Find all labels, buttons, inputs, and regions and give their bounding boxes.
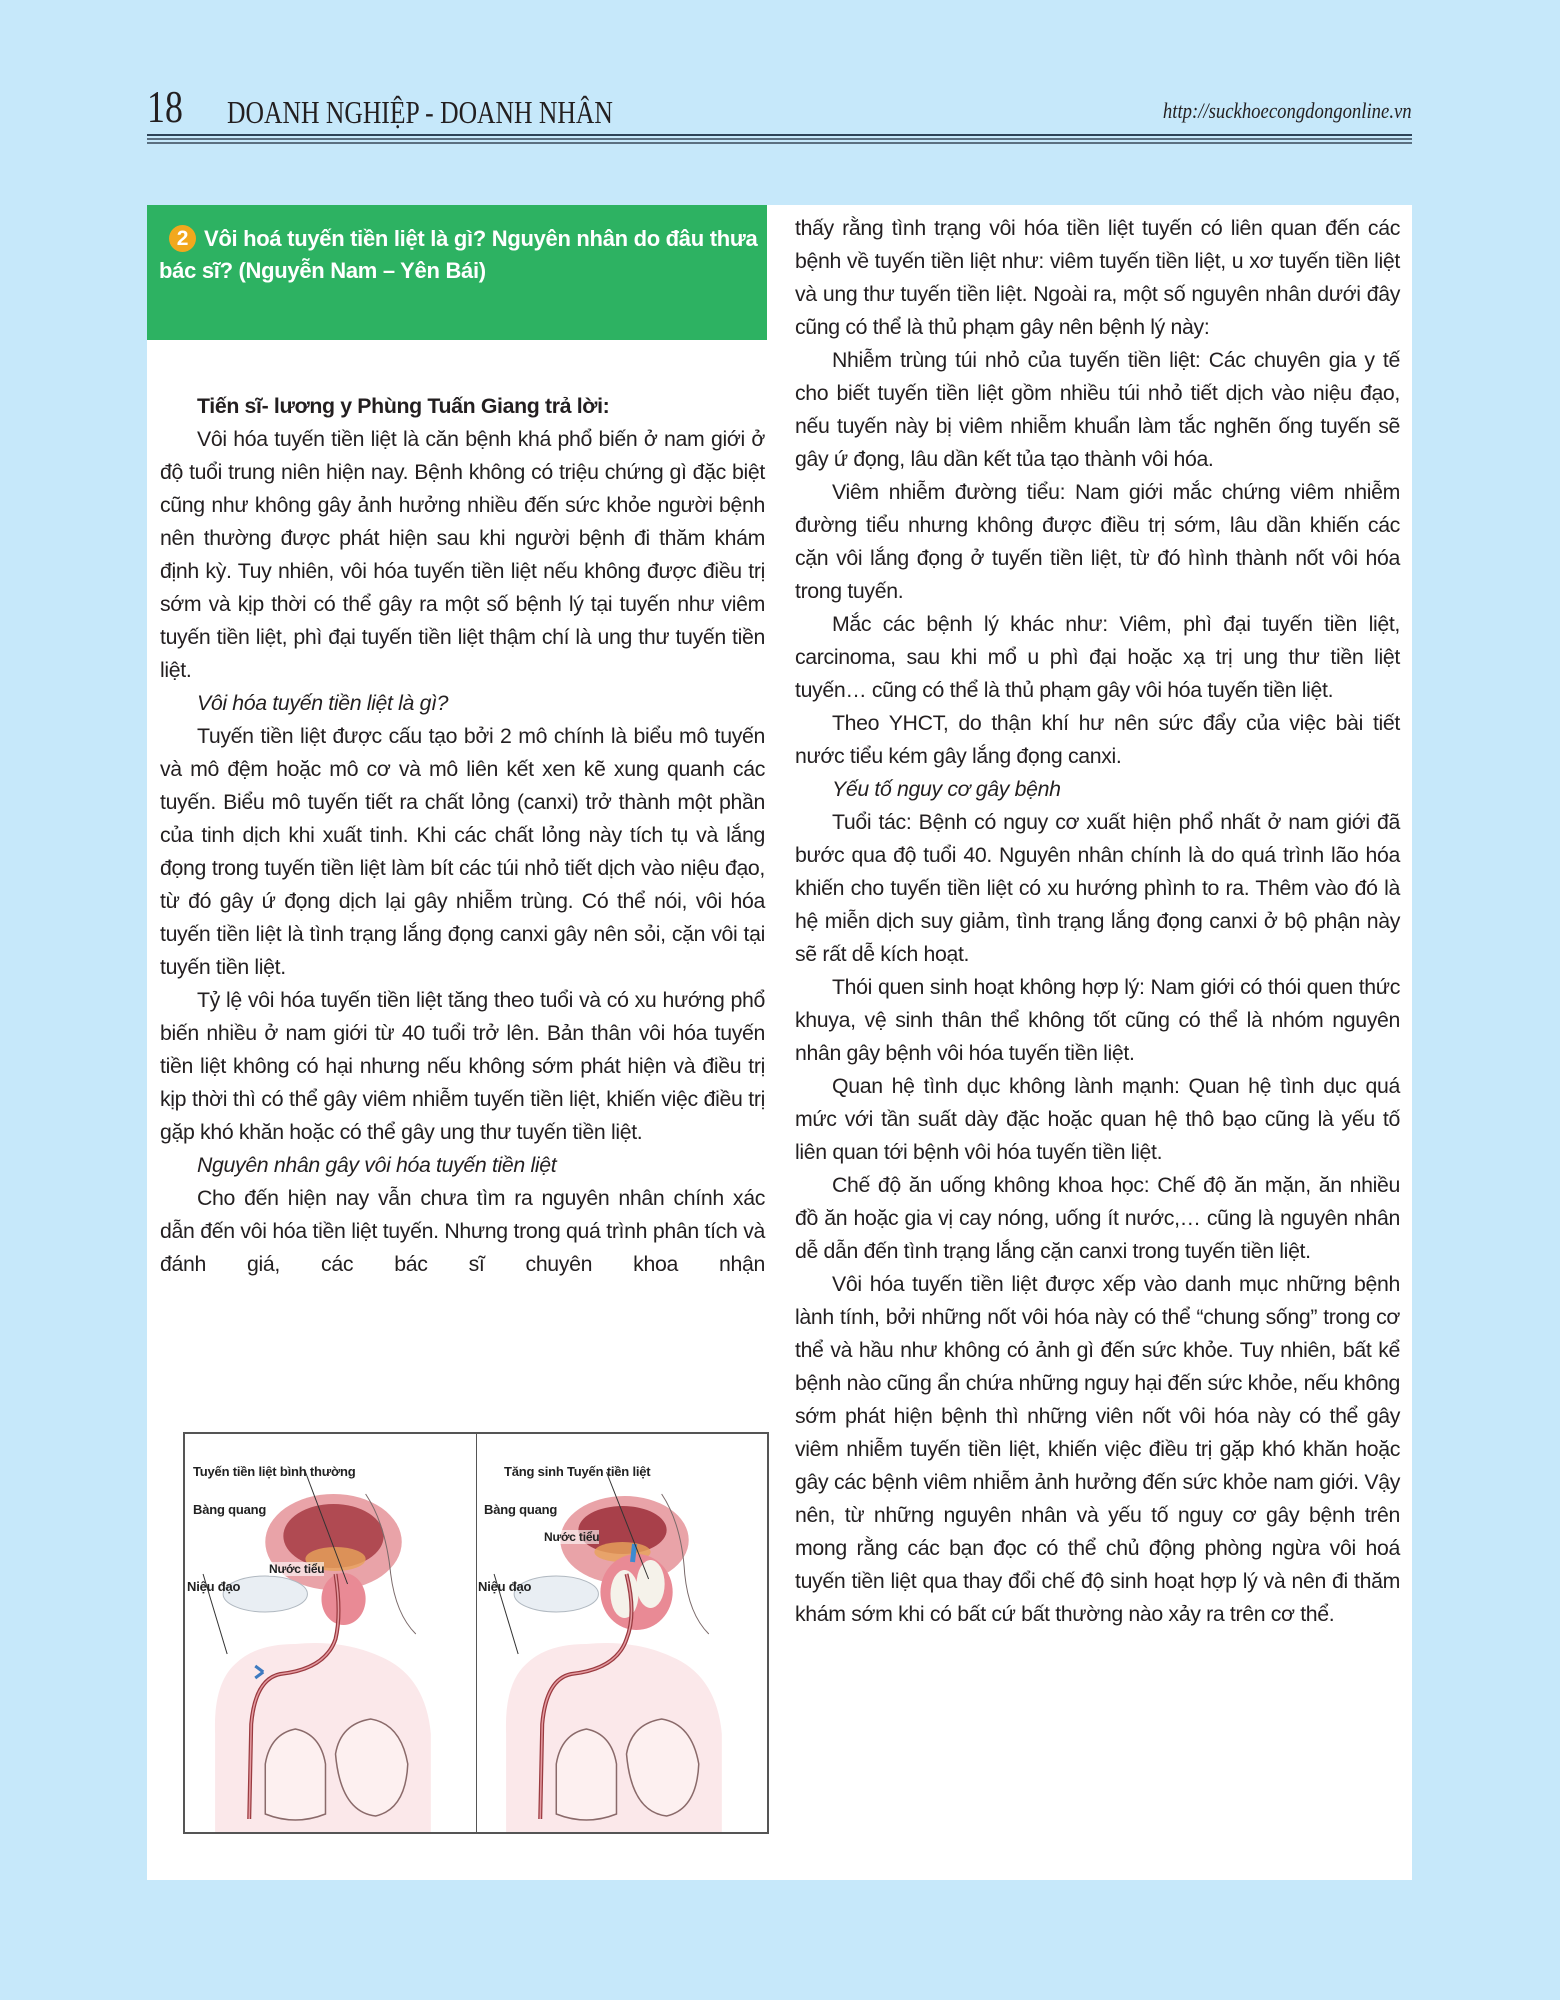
- enlarged-prostate-panel: [476, 1434, 767, 1832]
- label-urethra: Niệu đạo: [478, 1579, 532, 1594]
- question-box: [147, 205, 767, 340]
- label-enlarged-prostate: Tăng sinh Tuyến tiền liệt: [504, 1464, 651, 1479]
- subheading: Nguyên nhân gây vôi hóa tuyến tiền liệt: [197, 1153, 557, 1177]
- paragraph: Tỷ lệ vôi hóa tuyến tiền liệt tăng theo tuổi và có xu hướng phổ biến nhiều ở nam giới từ 40 tuổi trở lên. Bản thân vôi hóa tuyến tiền liệt không có hại nhưng nếu không sớm phát hiện và điều trị kịp thời thì có thể gây viêm nhiễm tuyến tiền liệt, khiến việc điều trị gặp khó khăn hoặc có thể gây ung thư tuyến tiền liệt.: [160, 988, 765, 1144]
- prostate-illustration: [183, 1432, 769, 1834]
- label-urine: Nước tiểu: [544, 1530, 600, 1544]
- question-number-badge: 2: [169, 225, 196, 252]
- paragraph: Quan hệ tình dục không lành mạnh: Quan hệ tình dục quá mức với tần suất dày đặc hoặc quan hệ thô bạo cũng là yếu tố liên quan tới bệnh vôi hóa tuyến tiền liệt.: [795, 1074, 1400, 1164]
- paragraph: Tuổi tác: Bệnh có nguy cơ xuất hiện phổ nhất ở nam giới đã bước qua độ tuổi 40. Nguyên nhân chính là do quá trình lão hóa khiến cho tuyến tiền liệt có xu hướng phình to ra. Thêm vào đó là hệ miễn dịch suy giảm, tình trạng lắng đọng canxi ở bộ phận này sẽ rất dễ kích hoạt.: [795, 810, 1400, 966]
- question-text-block: [159, 223, 759, 287]
- normal-prostate-panel: [185, 1434, 477, 1832]
- paragraph: Viêm nhiễm đường tiểu: Nam giới mắc chứng viêm nhiễm đường tiểu nhưng không được điều trị sớm, lâu dần khiến các cặn vôi lắng đọng ở tuyến tiền liệt, từ đó hình thành nốt vôi hóa trong tuyến.: [795, 480, 1400, 603]
- article-right-column: [795, 212, 1400, 1631]
- paragraph: Thói quen sinh hoạt không hợp lý: Nam giới có thói quen thức khuya, vệ sinh thân thể không tốt cũng có thể là nhóm nguyên nhân gây bệnh vôi hóa tuyến tiền liệt.: [795, 975, 1400, 1065]
- article-left-column: [160, 390, 765, 1281]
- header-rule: [147, 134, 1412, 144]
- section-title: DOANH NGHIỆP - DOANH NHÂN: [227, 94, 613, 130]
- label-bladder: Bàng quang: [484, 1502, 558, 1517]
- normal-prostate-drawing: [185, 1434, 476, 1832]
- label-urine: Nước tiểu: [269, 1562, 325, 1576]
- paragraph: thấy rằng tình trạng vôi hóa tiền liệt tuyến có liên quan đến các bệnh về tuyến tiền liệt như: viêm tuyến tiền liệt, u xơ tuyến tiền liệt và ung thư tuyến tiền liệt. Ngoài ra, một số nguyên nhân dưới đây cũng có thể là thủ phạm gây nên bệnh lý này:: [795, 216, 1400, 339]
- paragraph: Vôi hóa tuyến tiền liệt là căn bệnh khá phổ biến ở nam giới ở độ tuổi trung niên hiện nay. Bệnh không có triệu chứng gì đặc biệt cũng như không gây ảnh hưởng nhiều đến sức khỏe người bệnh nên thường được phát hiện sau khi người bệnh đi thăm khám định kỳ. Tuy nhiên, vôi hóa tuyến tiền liệt nếu không được điều trị sớm và kịp thời có thể gây ra một số bệnh lý tại tuyến như viêm tuyến tiền liệt, phì đại tuyến tiền liệt thậm chí là ung thư tuyến tiền liệt.: [160, 427, 765, 682]
- paragraph: Theo YHCT, do thận khí hư nên sức đẩy của việc bài tiết nước tiểu kém gây lắng đọng canxi.: [795, 711, 1400, 768]
- page-number: 18: [147, 81, 183, 132]
- paragraph: Chế độ ăn uống không khoa học: Chế độ ăn mặn, ăn nhiều đồ ăn hoặc gia vị cay nóng, uống ít nước,… cũng là nguyên nhân dễ dẫn đến tình trạng lắng cặn canxi trong tuyến tiền liệt.: [795, 1173, 1400, 1263]
- subheading: Yếu tố nguy cơ gây bệnh: [832, 777, 1061, 801]
- paragraph: Vôi hóa tuyến tiền liệt được xếp vào danh mục những bệnh lành tính, bởi những nốt vôi hóa này có thể “chung sống” trong cơ thể và hầu như không có ảnh gì đến sức khỏe. Tuy nhiên, bất kể bệnh nào cũng ẩn chứa những nguy hại đến sức khỏe, nếu không sớm phát hiện bệnh thì những viên nốt vôi hóa này có thể gây viêm nhiễm tuyến tiền liệt, khiến việc điều trị gặp khó khăn hoặc gây các bệnh viêm nhiễm ảnh hưởng đến sức khỏe nam giới. Vậy nên, từ những nguyên nhân và yếu tố nguy cơ gây bệnh trên mong rằng các bạn đọc có thể chủ động phòng ngừa vôi hoá tuyến tiền liệt qua thay đổi chế độ sinh hoạt hợp lý và nên đi thăm khám sớm khi có bất cứ bất thường nào xảy ra trên cơ thể.: [795, 1272, 1400, 1626]
- subheading: Vôi hóa tuyến tiền liệt là gì?: [197, 691, 449, 715]
- page-header: [147, 82, 1412, 142]
- paragraph: Tuyến tiền liệt được cấu tạo bởi 2 mô chính là biểu mô tuyến và mô đệm hoặc mô cơ và mô liên kết xen kẽ xung quanh các tuyến. Biểu mô tuyến tiết ra chất lỏng (canxi) trở thành một phần của tinh dịch khi xuất tinh. Khi các chất lỏng này tích tụ và lắng đọng trong tuyến tiền liệt làm bít các túi nhỏ tiết dịch vào niệu đạo, từ đó gây ứ đọng dịch lại gây nhiễm trùng. Có thể nói, vôi hóa tuyến tiền liệt là tình trạng lắng đọng canxi gây nên sỏi, cặn vôi tại tuyến tiền liệt.: [160, 724, 765, 979]
- label-normal-prostate: Tuyến tiền liệt bình thường: [193, 1464, 356, 1479]
- question-text: Vôi hoá tuyến tiền liệt là gì? Nguyên nhân do đâu thưa bác sĩ? (Nguyễn Nam – Yên Bái): [159, 226, 758, 283]
- answer-byline: Tiến sĩ- lương y Phùng Tuấn Giang trả lời:: [197, 394, 610, 418]
- paragraph: Nhiễm trùng túi nhỏ của tuyến tiền liệt: Các chuyên gia y tế cho biết tuyến tiền liệt gồm nhiều túi nhỏ tiết dịch vào niệu đạo, nếu tuyến này bị viêm nhiễm khuẩn làm tắc nghẽn ống tuyến sẽ gây ứ đọng, lâu dần kết tủa tạo thành vôi hóa.: [795, 348, 1400, 471]
- label-urethra: Niệu đạo: [187, 1579, 241, 1594]
- site-url[interactable]: http://suckhoecongdongonline.vn: [1163, 98, 1412, 123]
- paragraph: Mắc các bệnh lý khác như: Viêm, phì đại tuyến tiền liệt, carcinoma, sau khi mổ u phì đại hoặc xạ trị ung thư tiền liệt tuyến… cũng có thể là thủ phạm gây vôi hóa tuyến tiền liệt.: [795, 612, 1400, 702]
- paragraph: Cho đến hiện nay vẫn chưa tìm ra nguyên nhân chính xác dẫn đến vôi hóa tiền liệt tuyến. Nhưng trong quá trình phân tích và đánh giá, các bác sĩ chuyên khoa nhận: [160, 1186, 765, 1276]
- label-bladder: Bàng quang: [193, 1502, 267, 1517]
- enlarged-prostate-drawing: [476, 1434, 767, 1832]
